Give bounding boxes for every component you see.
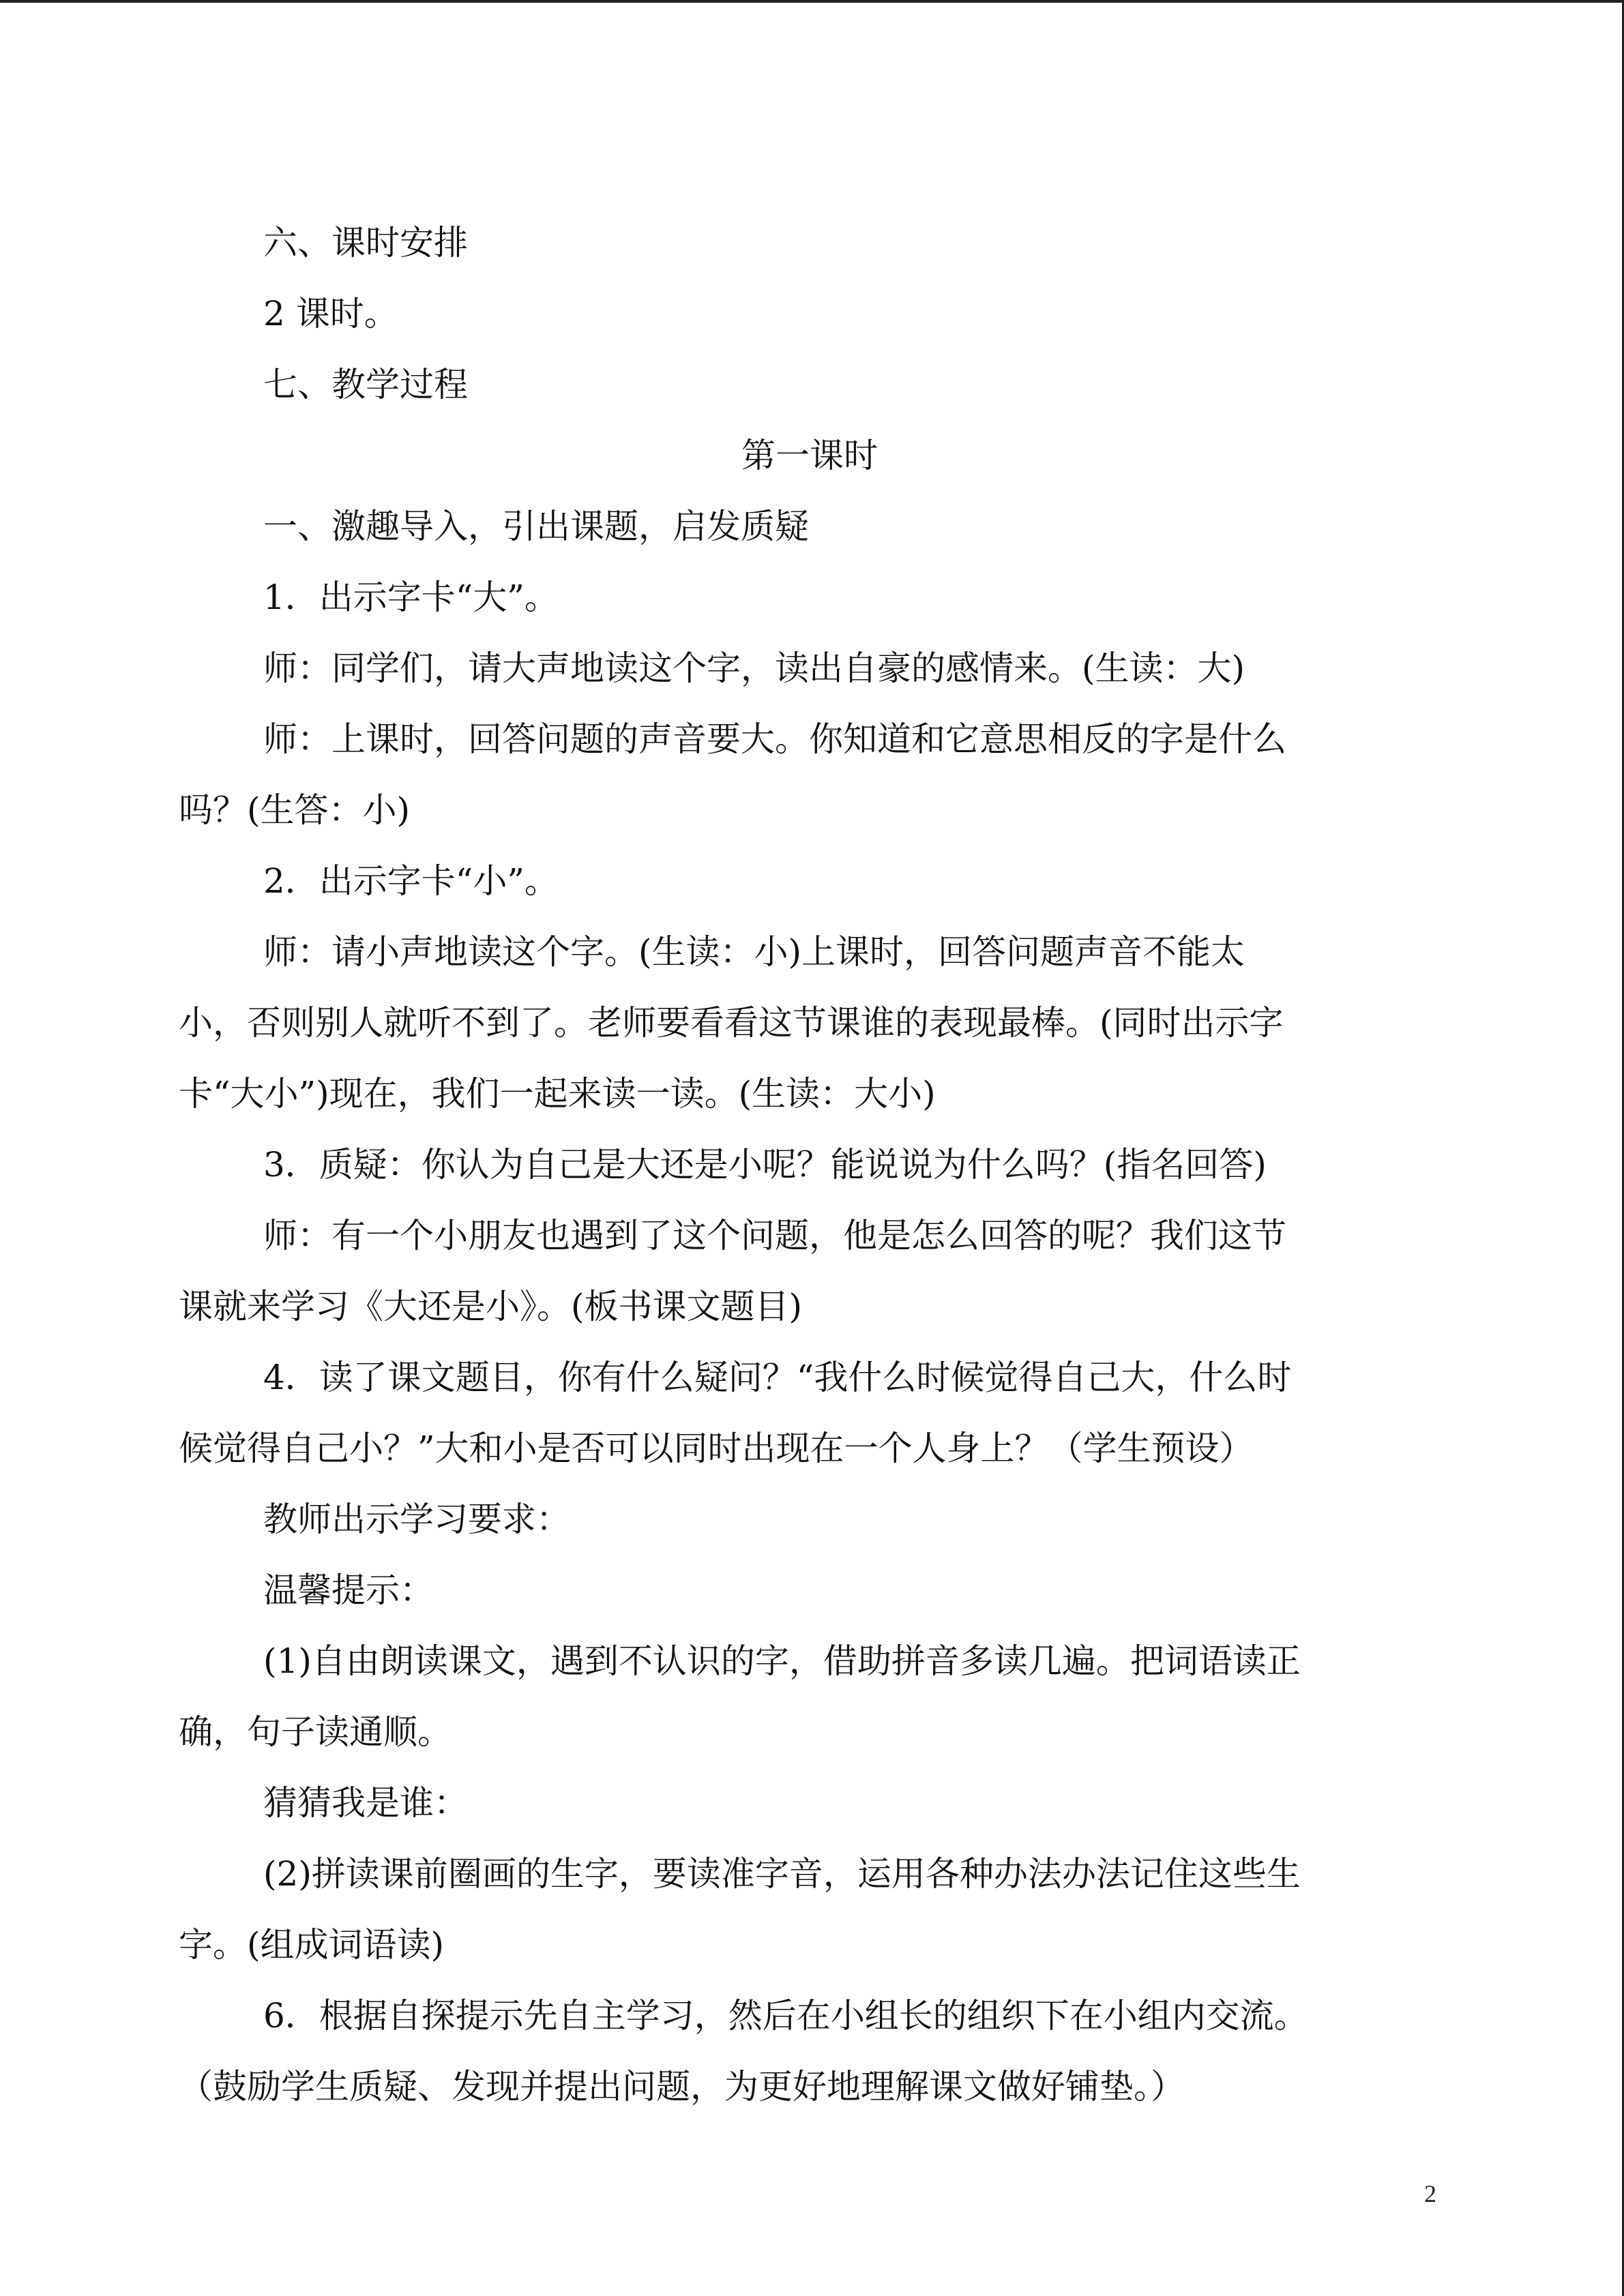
paragraph-line: 1．出示字卡“大”。 — [263, 578, 559, 617]
paragraph-line: 4．读了课文题目，你有什么疑问？“我什么时候觉得自己大，什么时 — [263, 1358, 1292, 1397]
paragraph-line: 师：同学们，请大声地读这个字，读出自豪的感情来。(生读：大) — [263, 648, 1245, 688]
paragraph-line: 2 课时。 — [263, 294, 398, 333]
lesson-title: 第一课时 — [741, 436, 878, 475]
paragraph-line: 教师出示学习要求： — [263, 1500, 570, 1539]
paragraph-line: 字。(组成词语读) — [179, 1925, 445, 1965]
paragraph-line: 卡“大小”)现在，我们一起来读一读。(生读：大小) — [179, 1074, 936, 1114]
paragraph-line: 2．出示字卡“小”。 — [263, 861, 559, 901]
paragraph-line: 师：有一个小朋友也遇到了这个问题，他是怎么回答的呢？我们这节 — [263, 1216, 1286, 1255]
paragraph-line: 猜猜我是谁： — [263, 1783, 468, 1823]
paragraph-line: 确，句子读通顺。 — [179, 1712, 452, 1752]
page-number: 2 — [1424, 2180, 1436, 2207]
paragraph-line: (1)自由朗读课文，遇到不认识的字，借助拼音多读几遍。把词语读正 — [263, 1641, 1301, 1681]
paragraph-line: 小，否则别人就听不到了。老师要看看这节课谁的表现最棒。(同时出示字 — [179, 1003, 1284, 1043]
paragraph-line: 温馨提示： — [263, 1570, 434, 1610]
paragraph-line: 3．质疑：你认为自己是大还是小呢？能说说为什么吗？(指名回答) — [263, 1145, 1267, 1184]
document-body — [179, 207, 1441, 2122]
paragraph-line: 师：上课时，回答问题的声音要大。你知道和它意思相反的字是什么 — [263, 719, 1286, 759]
paragraph-line: 师：请小声地读这个字。(生读：小)上课时，回答问题声音不能太 — [263, 932, 1245, 972]
section-heading-schedule: 六、课时安排 — [263, 223, 468, 263]
section-heading-process: 七、教学过程 — [263, 365, 468, 404]
paragraph-line: 候觉得自己小？”大和小是否可以同时出现在一个人身上？（学生预设） — [179, 1429, 1254, 1468]
paragraph-line: 吗？(生答：小) — [179, 790, 411, 830]
paragraph-line: 课就来学习《大还是小》。(板书课文题目) — [179, 1287, 803, 1326]
paragraph-line: （鼓励学生质疑、发现并提出问题，为更好地理解课文做好铺垫。） — [179, 2067, 1185, 2106]
paragraph-line: 6．根据自探提示先自主学习，然后在小组长的组织下在小组内交流。 — [263, 1996, 1308, 2036]
paragraph-line: (2)拼读课前圈画的生字，要读准字音，运用各种办法办法记住这些生 — [263, 1854, 1301, 1894]
subsection-heading: 一、激趣导入，引出课题，启发质疑 — [263, 507, 809, 546]
